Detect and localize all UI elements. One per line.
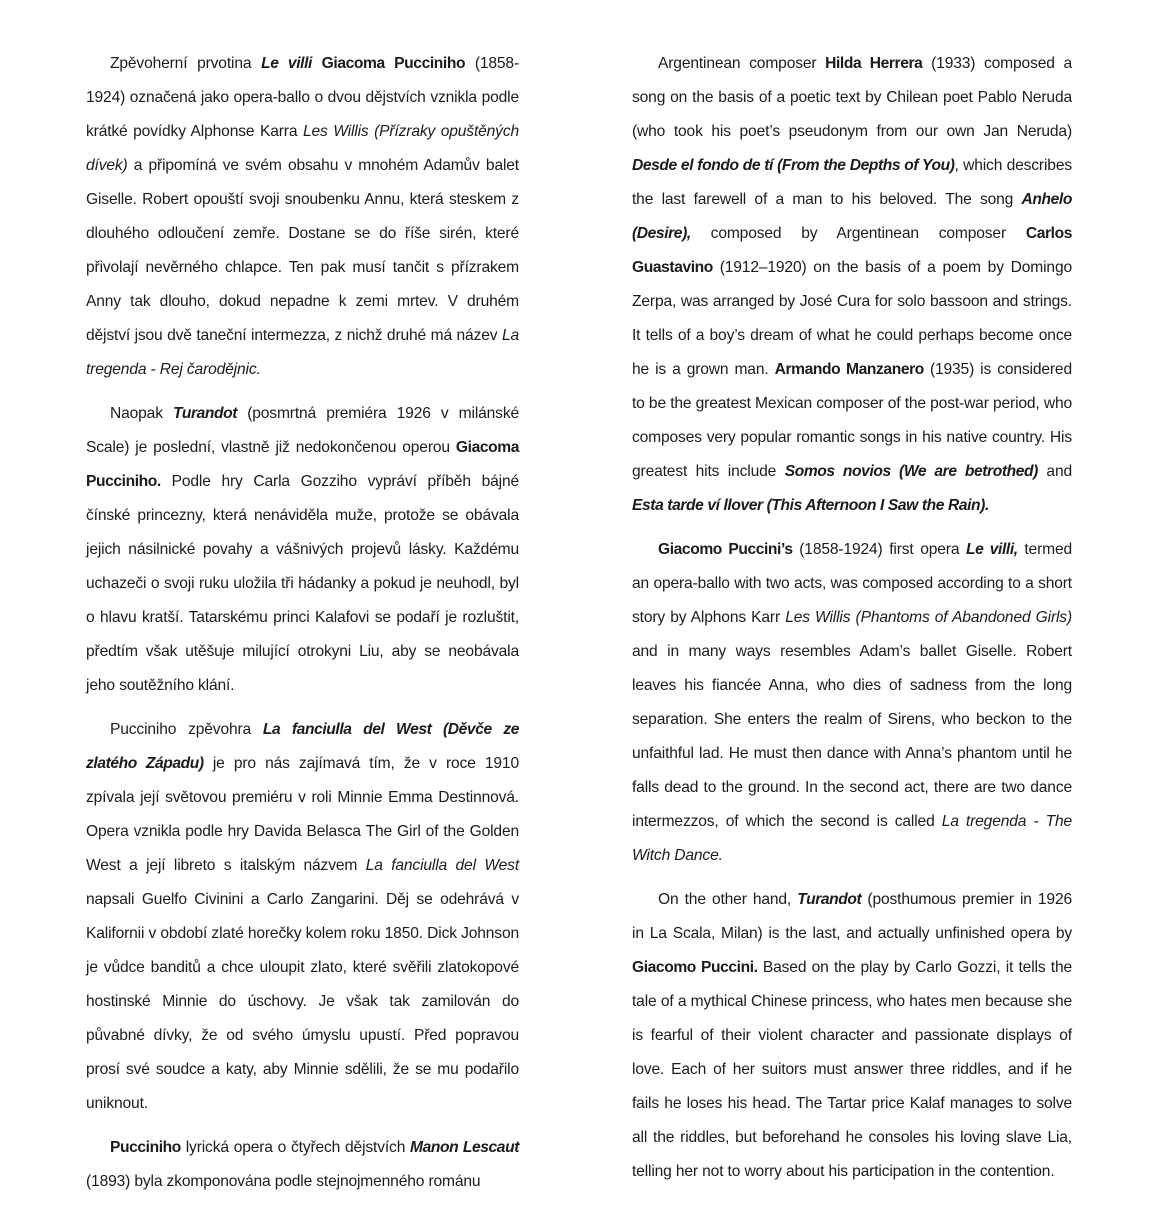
paragraph-turandot-en — [632, 883, 1072, 1189]
text-segment — [312, 55, 322, 72]
paragraph-fanciulla-cz — [86, 713, 519, 1121]
opera-title: Manon Lescaut — [410, 1139, 519, 1156]
text-segment: termed an opera-ballo with two acts, was composed according to a short story by Alphons Karr — [632, 541, 1072, 626]
text-segment: Based on the play by Carlo Gozzi, it tells the tale of a mythical Chinese princess, who hates men because she is fearful of their violent character and passionate displays of love. Each of her suitors must answer three riddles, and if he fails he loses his head. The Tartar price Kalaf manages to solve all the riddles, but beforehand he consoles his loving slave Lia, telling her not to worry about his participation in the contention. — [632, 959, 1073, 1180]
text-segment: Zpěvoherní prvotina — [110, 55, 262, 72]
czech-text-column — [86, 47, 519, 1209]
text-segment: je pro nás zajímavá tím, že v roce 1910 zpívala její světovou premiéru v roli Minnie Emma Destinnová. Opera vznikla podle hry Davida Belasca The Girl of the Golden West a její libreto s italským názvem — [86, 755, 519, 874]
paragraph-turandot-cz — [86, 397, 519, 703]
composer-name: Pucciniho — [110, 1139, 181, 1156]
text-segment: (1912–1920) on the basis of a poem by Domingo Zerpa, was arranged by José Cura for solo bassoon and strings. It tells of a boy’s dream of what he could perhaps become once he is a grown man. — [632, 259, 1072, 378]
story-title: Les Willis (Přízraky opuštěných dívek) — [86, 123, 519, 174]
text-segment: Podle hry Carla Gozziho vypráví příběh bájné čínské princezny, která nenáviděla muže, protože se obávala jejich násilnické povahy a vášnivých projevů lásky. Každému uchazeči o svoji ruku uložila tři hádanky a pokud je neuhodl, byl o hlavu kratší. Tatarskému princi Kalafovi se podaří je rozluštit, předtím však utěšuje milující otrokyni Liu, aby se neobávala jeho soutěžního klání. — [86, 473, 519, 694]
text-segment: Argentinean composer — [658, 55, 826, 72]
dance-title: La tregenda - The Witch Dance. — [632, 813, 1073, 864]
text-segment: On the other hand, — [658, 891, 798, 908]
text-segment: napsali Guelfo Civinini a Carlo Zangarini. Děj se odehrává v Kalifornii v období zlaté horečky kolem roku 1850. Dick Johnson je vůdce banditů a chce uloupit zlato, které svěřili zlatokopové hostinské Minnie do úschovy. Je však tak zamilován do půvabné dívky, že od svého úmyslu upustí. Před popravou prosí své soudce a katy, aby Minnie sdělili, že se mu podařilo uniknout. — [86, 891, 519, 1112]
composer-name: Hilda Herrera — [825, 55, 923, 72]
composer-name: Carlos Guastavino — [632, 225, 1072, 276]
composer-name: Giacomo Puccini. — [632, 959, 758, 976]
paragraph-latin-songs-en — [632, 47, 1072, 523]
paragraph-manon-cz — [86, 1131, 519, 1199]
opera-title: Turandot — [172, 405, 238, 422]
text-segment: (1858-1924) first opera — [792, 541, 966, 558]
english-text-column — [632, 47, 1072, 1199]
paragraph-le-villi-cz — [86, 47, 519, 387]
text-segment: composed by Argentinean composer — [690, 225, 1026, 242]
song-title: Desde el fondo de tí (From the Depths of You) — [632, 157, 955, 174]
opera-title: La fanciulla del West (Děvče ze zlatého Západu) — [86, 721, 519, 772]
story-title: Les Willis (Phantoms of Abandoned Girls) — [785, 609, 1072, 626]
text-segment: a připomíná ve svém obsahu v mnohém Adamův balet Giselle. Robert opouští svoji snoubenku Annu, která steskem z dlouhého odloučení zemře. Dostane se do říše sirén, které přivolají nevěrného chlapce. Ten pak musí tančit s přízrakem Anny tak dlouho, dokud nepadne k zemi mrtev. V druhém dějství jsou dvě taneční intermezza, z nichž druhé má název — [86, 157, 519, 344]
text-segment: (1858-1924) označená jako opera-ballo o dvou dějstvích vznikla podle krátké povídky Alphonse Karra — [86, 55, 519, 140]
opera-title-italian: La fanciulla del West — [365, 857, 520, 874]
song-title: Anhelo (Desire), — [632, 191, 1072, 242]
composer-name: Armando Manzanero — [774, 361, 924, 378]
song-title: Esta tarde ví llover (This Afternoon I Saw the Rain). — [632, 497, 989, 514]
composer-name: Giacoma Pucciniho. — [86, 439, 519, 490]
opera-title: Turandot — [797, 891, 862, 908]
opera-title: Le villi — [261, 55, 312, 72]
text-segment: lyrická opera o čtyřech dějstvích — [180, 1139, 411, 1156]
text-segment: (1935) is considered to be the greatest Mexican composer of the post-war period, who composes very popular romantic songs in his native country. His greatest hits include — [632, 361, 1072, 480]
text-segment: (1893) byla zkomponována podle stejnojmenného románu — [86, 1173, 481, 1190]
composer-name: Giacoma Pucciniho — [321, 55, 466, 72]
text-segment: , which describes the last farewell of a man to his beloved. The song — [632, 157, 1072, 208]
song-title: Somos novios (We are betrothed) — [784, 463, 1038, 480]
text-segment: (1933) composed a song on the basis of a poetic text by Chilean poet Pablo Neruda (who took his poet’s pseudonym from our own Jan Neruda) — [632, 55, 1072, 140]
text-segment: Pucciniho zpěvohra — [110, 721, 263, 738]
text-segment: and — [1037, 463, 1073, 480]
text-segment: and in many ways resembles Adam’s ballet Giselle. Robert leaves his fiancée Anna, who dies of sadness from the long separation. She enters the realm of Sirens, who beckon to the unfaithful lad. He must then dance with Anna’s phantom until he falls dead to the ground. In the second act, there are two dance intermezzos, of which the second is called — [632, 643, 1072, 830]
text-segment: (posthumous premier in 1926 in La Scala, Milan) is the last, and actually unfinished opera by — [632, 891, 1072, 942]
dance-title: La tregenda - Rej čarodějnic. — [86, 327, 519, 378]
text-segment: (posmrtná premiéra 1926 v milánské Scale) je poslední, vlastně již nedokončenou operou — [86, 405, 519, 456]
paragraph-le-villi-en — [632, 533, 1072, 873]
composer-name: Giacomo Puccini’s — [658, 541, 793, 558]
text-segment: Naopak — [110, 405, 173, 422]
opera-title: Le villi, — [965, 541, 1018, 558]
